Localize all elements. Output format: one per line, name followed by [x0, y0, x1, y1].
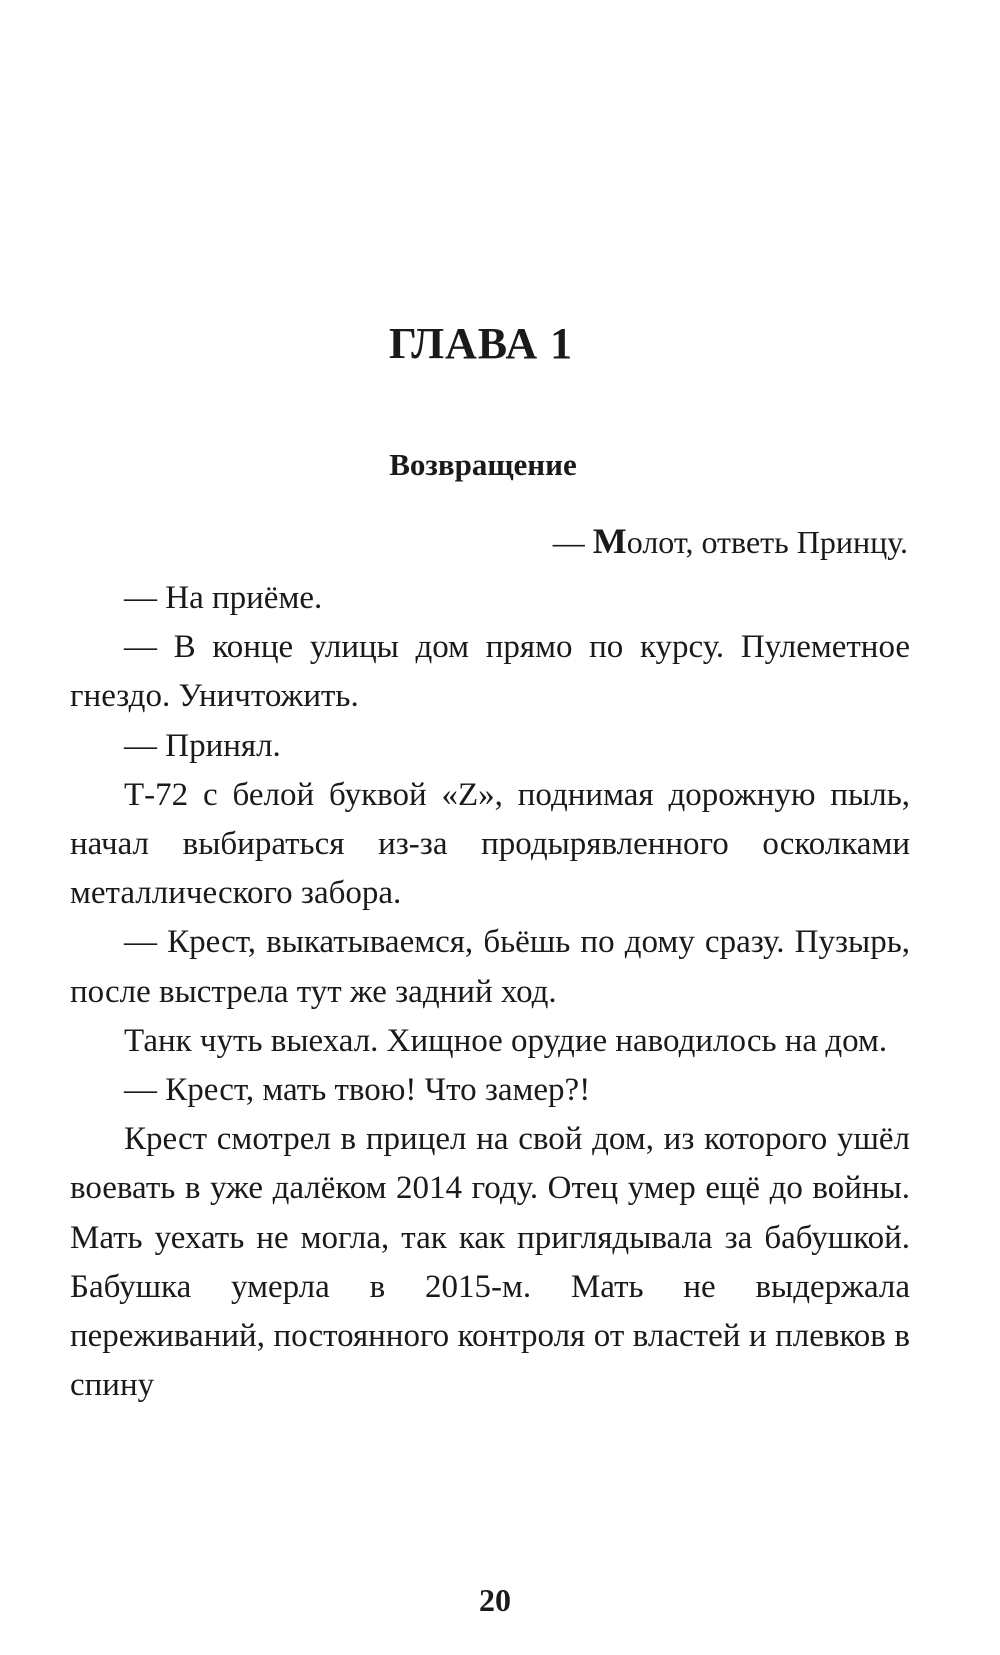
paragraph: — Принял. [124, 727, 281, 764]
epigraph-line [553, 520, 908, 562]
paragraph: — В конце улицы дом прямо по курсу. Пулеметное гнездо. Уничтожить. [70, 629, 910, 715]
epigraph-dash: — [552, 524, 593, 560]
paragraph: — На приёме. [124, 580, 323, 616]
paragraph: — Крест, мать твою! Что замер?! [124, 1072, 591, 1109]
body-text [70, 574, 910, 1410]
epigraph-dropcap: М [592, 521, 627, 561]
epigraph-text: олот, ответь Принцу. [626, 524, 908, 560]
page-number: 20 [479, 1582, 511, 1618]
paragraph: Т-72 с белой буквой «Z», поднимая дорожную пыль, начал выбираться из-за продырявленного осколками металлического забора. [70, 776, 910, 912]
section-title: Возвращение [389, 447, 577, 482]
chapter-title: ГЛАВА 1 [388, 319, 574, 368]
paragraph: — Крест, выкатываемся, бьёшь по дому сразу. Пузырь, после выстрела тут же задний ход. [70, 924, 910, 1010]
paragraph: Крест смотрел в прицел на свой дом, из которого ушёл воевать в уже далёком 2014 году. Отец умер ещё до войны. Мать уехать не могла, так как приглядывала за бабушкой. Бабушка умерла в 2015-м. Мать не выдержала переживаний, постоянного контроля от властей и плевков в спину [70, 1121, 910, 1404]
paragraph: Танк чуть выехал. Хищное орудие наводилось на дом. [124, 1022, 888, 1059]
